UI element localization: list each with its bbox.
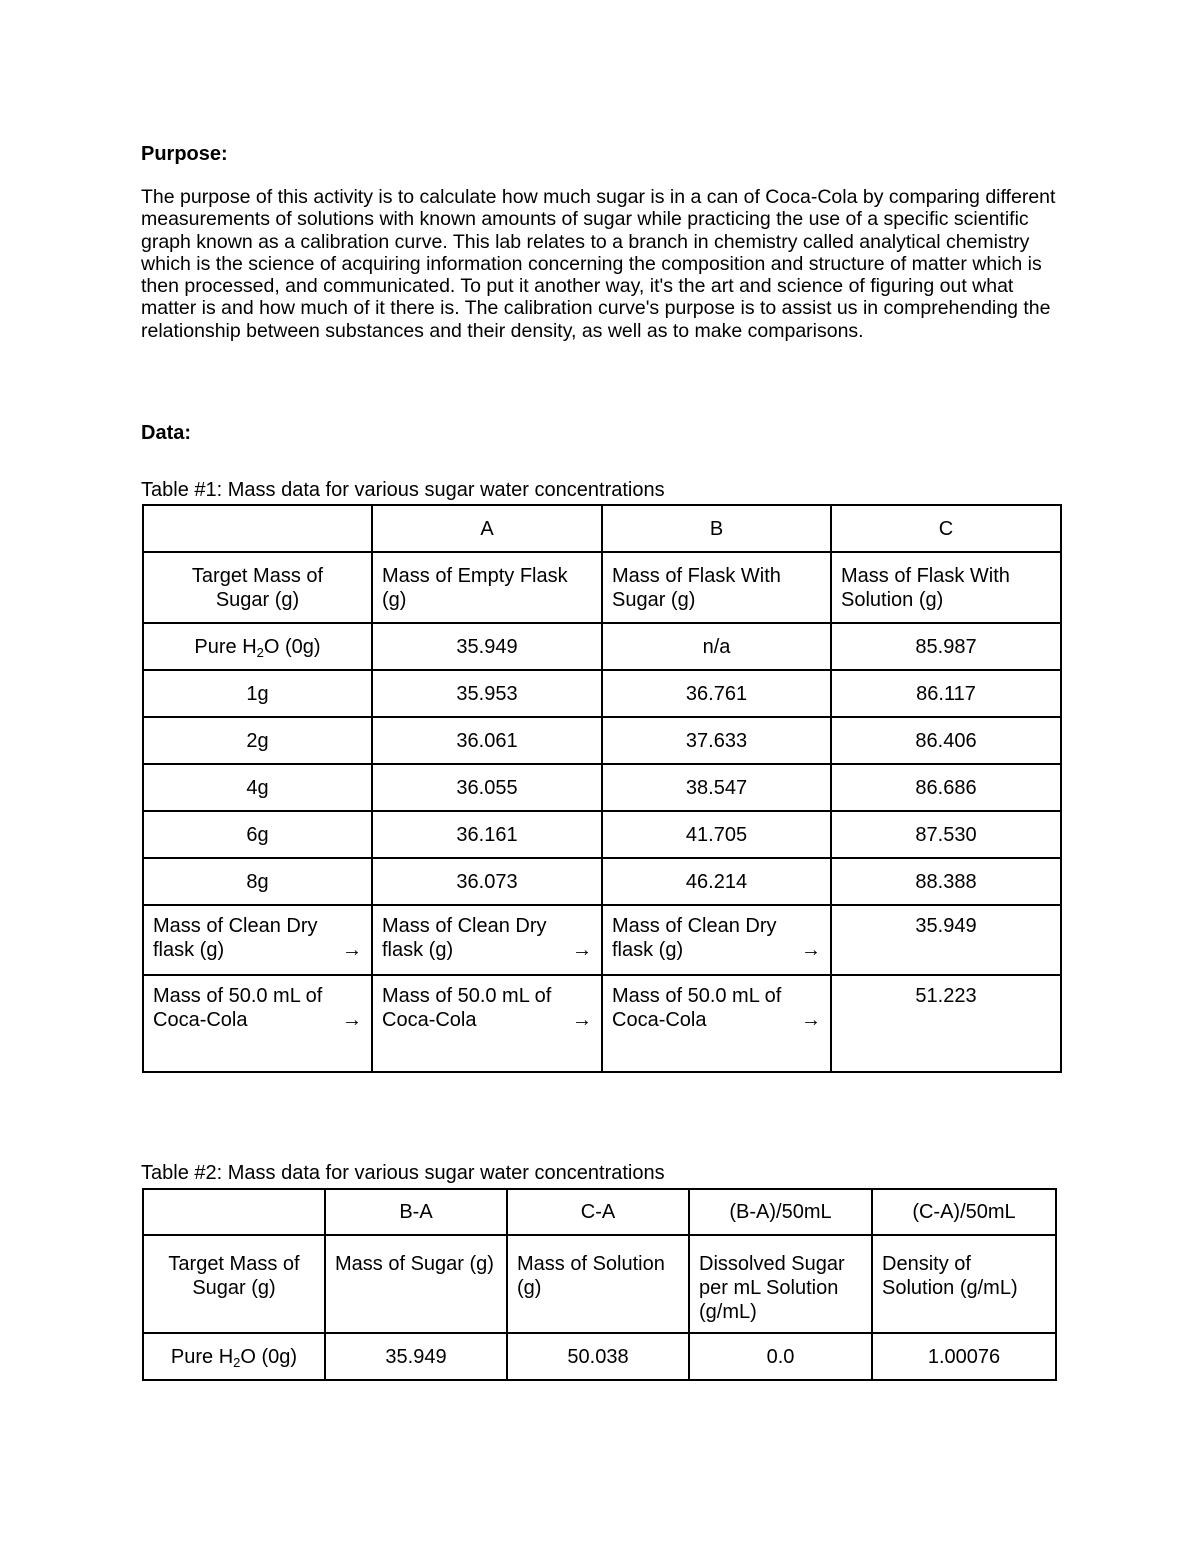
arrow-right-icon: →: [801, 939, 821, 961]
table-row: [143, 552, 1061, 623]
label-line: flask (g): [153, 939, 225, 961]
table-cell: 36.761: [602, 670, 831, 717]
table-cell: 86.406: [831, 717, 1061, 764]
table-row: [143, 764, 1061, 811]
label-line: Mass of 50.0 mL of: [612, 985, 782, 1007]
row-label: 4g: [143, 764, 372, 811]
row-label-prefix: Pure H: [194, 635, 257, 658]
table-cell: [143, 505, 372, 552]
row-label: 6g: [143, 811, 372, 858]
table-row: [143, 505, 1061, 552]
subscript: 2: [233, 1354, 241, 1370]
label-line: Coca-Cola: [612, 1009, 707, 1031]
column-formula: (C-A)/50mL: [872, 1189, 1056, 1235]
table-row: [143, 1189, 1056, 1235]
table-row: [143, 623, 1061, 670]
arrow-right-icon: →: [342, 939, 362, 961]
data-heading: Data:: [141, 422, 192, 444]
label-line: Mass of Clean Dry: [153, 915, 318, 937]
table-row: [143, 905, 1061, 975]
label-line: Mass of 50.0 mL of: [382, 985, 552, 1007]
clean-flask-value: 35.949: [831, 905, 1061, 975]
column-formula: (B-A)/50mL: [689, 1189, 872, 1235]
column-letter: A: [372, 505, 602, 552]
table-cell: 38.547: [602, 764, 831, 811]
table-cell: [143, 1189, 325, 1235]
column-letter: B: [602, 505, 831, 552]
table-cell: 41.705: [602, 811, 831, 858]
row-label-prefix: Pure H: [170, 1345, 234, 1368]
table-row: [143, 1333, 1056, 1380]
label-line: flask (g): [612, 939, 684, 961]
column-letter: C: [831, 505, 1061, 552]
table-cell: 36.055: [372, 764, 602, 811]
row-label: [143, 1333, 325, 1380]
clean-flask-label: [602, 905, 831, 975]
table-cell: 36.061: [372, 717, 602, 764]
column-header: Target Mass of Sugar (g): [143, 1235, 325, 1333]
table-cell: 87.530: [831, 811, 1061, 858]
purpose-paragraph: The purpose of this activity is to calculate how much sugar is in a can of Coca-Cola by comparing different measurements of solutions with known amounts of sugar while practicing the use of a specific scientific graph known as a calibration curve. This lab relates to a branch in chemistry called analytical chemistry which is the science of acquiring information concerning the composition and structure of matter which is then processed, and communicated. To put it another way, it's the art and science of figuring out what matter is and how much of it there is. The calibration curve's purpose is to assist us in comprehending the relationship between substances and their density, as well as to make comparisons.: [141, 186, 1056, 342]
table-cell: 35.949: [372, 623, 602, 670]
coca-cola-label: [602, 975, 831, 1072]
row-label: [143, 623, 372, 670]
label-line: flask (g): [382, 939, 454, 961]
row-label: 1g: [143, 670, 372, 717]
table-cell: 35.953: [372, 670, 602, 717]
label-line: Coca-Cola: [153, 1009, 248, 1031]
table-cell: 37.633: [602, 717, 831, 764]
label-line: Coca-Cola: [382, 1009, 477, 1031]
table-row: [143, 717, 1061, 764]
table-cell: 0.0: [689, 1333, 872, 1380]
column-header: Dissolved Sugar per mL Solution (g/mL): [689, 1235, 872, 1333]
coca-cola-label: [143, 975, 372, 1072]
column-header: Mass of Empty Flask (g): [372, 552, 602, 623]
table-cell: 85.987: [831, 623, 1061, 670]
table-row: [143, 1235, 1056, 1333]
purpose-heading: Purpose:: [141, 143, 228, 165]
label-line: Mass of Clean Dry: [612, 915, 777, 937]
label-line: Mass of Clean Dry: [382, 915, 547, 937]
table-cell: 50.038: [507, 1333, 689, 1380]
coca-cola-label: [372, 975, 602, 1072]
table-row: [143, 975, 1061, 1072]
column-header: Mass of Flask With Sugar (g): [602, 552, 831, 623]
table-row: [143, 858, 1061, 905]
label-line: Mass of 50.0 mL of: [153, 985, 323, 1007]
subscript: 2: [256, 644, 264, 660]
table-cell: 86.117: [831, 670, 1061, 717]
table2-mass-data: [142, 1188, 1057, 1381]
column-header: Density of Solution (g/mL): [872, 1235, 1056, 1333]
column-header: Mass of Sugar (g): [325, 1235, 507, 1333]
row-label: 2g: [143, 717, 372, 764]
table-cell: 88.388: [831, 858, 1061, 905]
column-formula: B-A: [325, 1189, 507, 1235]
column-formula: C-A: [507, 1189, 689, 1235]
table-cell: 35.949: [325, 1333, 507, 1380]
table1-caption: Table #1: Mass data for various sugar water concentrations: [141, 479, 665, 501]
clean-flask-label: [143, 905, 372, 975]
table-row: [143, 670, 1061, 717]
column-header: Mass of Flask With Solution (g): [831, 552, 1061, 623]
column-header: Target Mass of Sugar (g): [143, 552, 372, 623]
table1-mass-data: [142, 504, 1062, 1073]
arrow-right-icon: →: [801, 1009, 821, 1031]
arrow-right-icon: →: [572, 1009, 592, 1031]
coca-cola-value: 51.223: [831, 975, 1061, 1072]
table-cell: 46.214: [602, 858, 831, 905]
row-label: 8g: [143, 858, 372, 905]
row-label-suffix: O (0g): [240, 1345, 298, 1368]
clean-flask-label: [372, 905, 602, 975]
row-label-suffix: O (0g): [263, 635, 321, 658]
table-cell: 36.073: [372, 858, 602, 905]
table-cell: 86.686: [831, 764, 1061, 811]
table2-caption: Table #2: Mass data for various sugar water concentrations: [141, 1162, 665, 1184]
arrow-right-icon: →: [342, 1009, 362, 1031]
arrow-right-icon: →: [572, 939, 592, 961]
table-cell: 1.00076: [872, 1333, 1056, 1380]
table-cell: n/a: [602, 623, 831, 670]
column-header: Mass of Solution (g): [507, 1235, 689, 1333]
table-cell: 36.161: [372, 811, 602, 858]
table-row: [143, 811, 1061, 858]
